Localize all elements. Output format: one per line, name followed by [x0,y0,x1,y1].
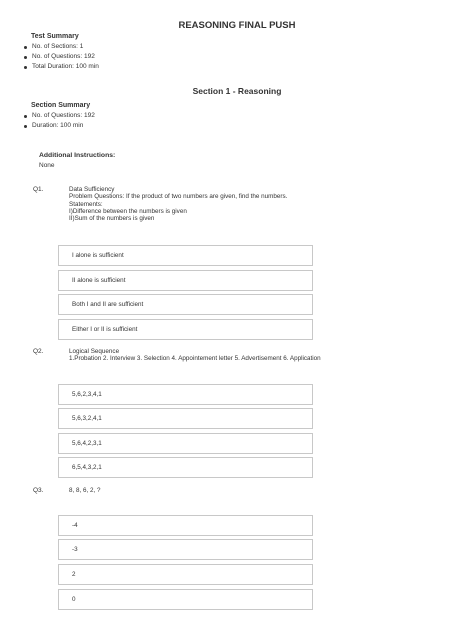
answer-option[interactable]: -4 [58,515,313,536]
answer-option[interactable]: 5,6,2,3,4,1 [58,384,313,405]
question-line: 8, 8, 6, 2, ? [69,487,101,494]
test-summary-heading: Test Summary [31,33,79,40]
question-number: Q1. [33,186,44,193]
instructions-text: None [39,162,55,169]
answer-option[interactable]: 0 [58,589,313,610]
question-line: 1.Probation 2. Interview 3. Selection 4. Appointement letter 5. Advertisement 6. Application [69,355,321,363]
question-line: I)Difference between the numbers is given [69,207,187,215]
document-title: REASONING FINAL PUSH [178,20,296,31]
answer-option[interactable]: -3 [58,539,313,560]
answer-option[interactable]: I alone is sufficient [58,245,313,266]
question-line: II)Sum of the numbers is given [69,215,155,223]
answer-option[interactable]: II alone is sufficient [58,270,313,291]
answer-option[interactable]: 5,6,4,2,3,1 [58,433,313,454]
answer-option[interactable]: 6,5,4,3,2,1 [58,457,313,478]
test-summary-item: Total Duration: 100 min [24,62,99,72]
instructions-heading: Additional Instructions: [39,152,116,159]
answer-option[interactable]: Both I and II are sufficient [58,294,313,315]
section-summary-heading: Section Summary [31,102,91,109]
answer-option[interactable]: 2 [58,564,313,585]
section-summary-item: No. of Questions: 192 [24,111,95,121]
question-line: Logical Sequence [69,348,120,355]
question-line: Problem Questions: If the product of two numbers are given, find the numbers. [69,193,288,201]
test-summary-item: No. of Sections: 1 [24,42,99,52]
question-text [69,348,321,363]
answer-option[interactable]: 5,6,3,2,4,1 [58,408,313,429]
question-text [69,487,101,494]
answer-option[interactable]: Either I or II is sufficient [58,319,313,340]
test-summary-item: No. of Questions: 192 [24,52,99,62]
section-summary-list [24,111,95,131]
section-summary-item: Duration: 100 min [24,121,95,131]
question-line: Statements: [69,200,103,208]
question-line: Data Sufficiency [69,186,115,193]
test-summary-list [24,42,99,72]
section-title: Section 1 - Reasoning [192,86,282,96]
question-number: Q3. [33,487,44,494]
question-number: Q2. [33,348,44,355]
question-text [69,186,287,222]
